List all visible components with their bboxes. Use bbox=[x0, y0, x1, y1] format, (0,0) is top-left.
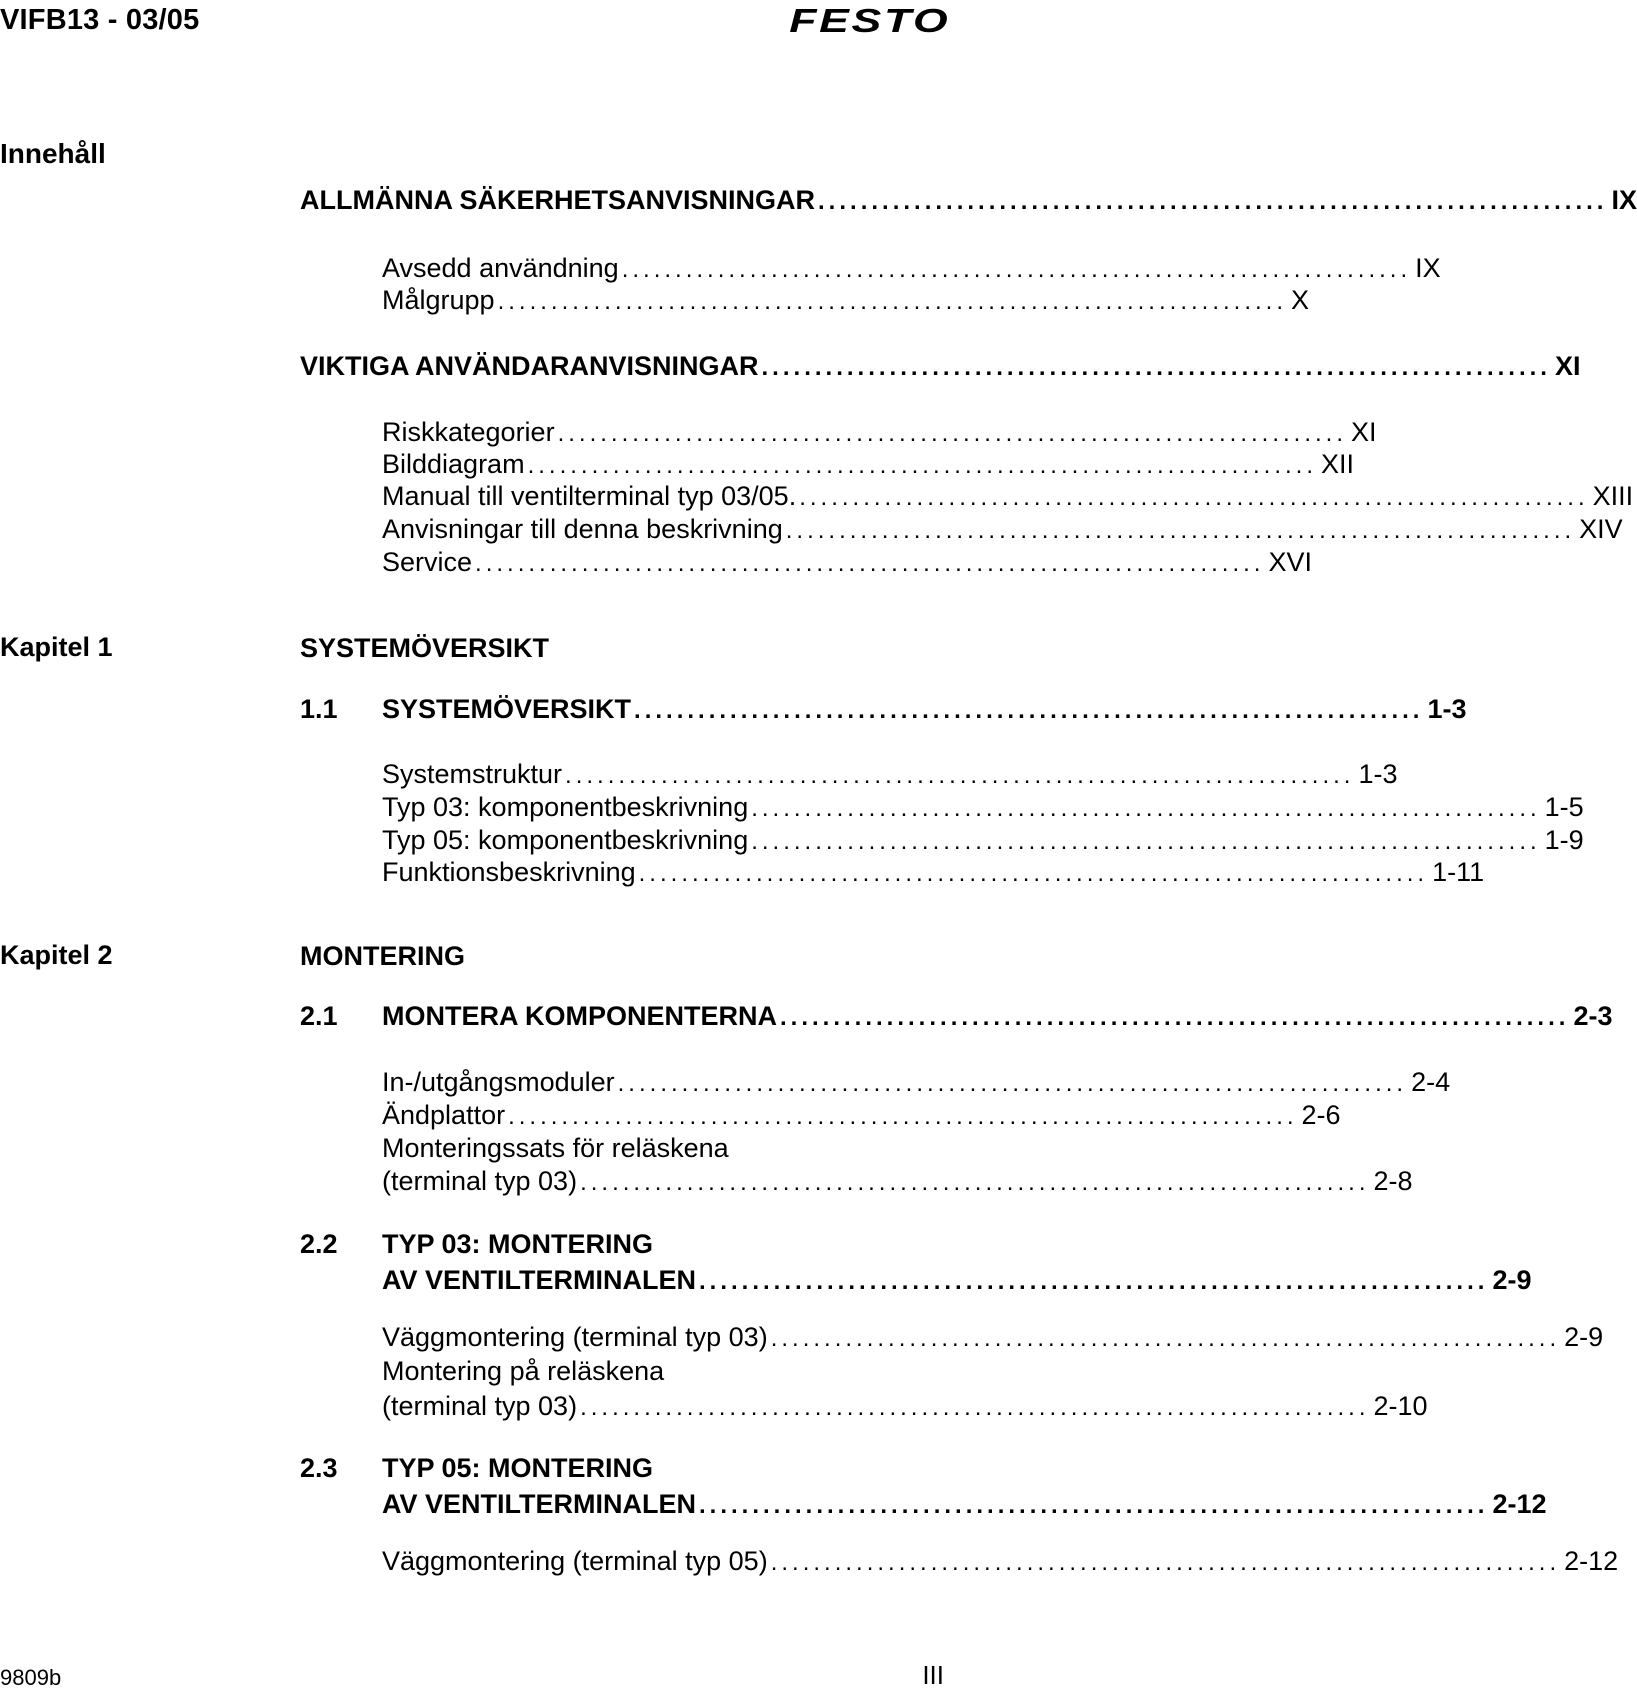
toc-entry-page: 2-12 bbox=[1492, 1489, 1547, 1519]
toc-entry-page: IX bbox=[1611, 185, 1637, 215]
toc-entry-page: 2-9 bbox=[1492, 1265, 1532, 1295]
toc-entry-title-line1: TYP 03: MONTERING bbox=[382, 1229, 654, 1259]
toc-entry-title: MONTERA KOMPONENTERNA bbox=[382, 1001, 777, 1031]
toc-entry-page: XIII bbox=[1592, 481, 1634, 511]
dot-leader: .......................................................................... bbox=[818, 188, 1608, 215]
toc-entry-page: 2-3 bbox=[1573, 1001, 1613, 1031]
toc-entry-title: Avsedd användning bbox=[382, 253, 619, 283]
contents-heading: Innehåll bbox=[0, 138, 106, 169]
toc-entry-title: Typ 03: komponentbeskrivning bbox=[382, 792, 749, 822]
dot-leader: .......................................................................... bbox=[699, 1492, 1489, 1519]
toc-entry[interactable] bbox=[382, 252, 1441, 286]
toc-entry[interactable] bbox=[382, 416, 1377, 450]
toc-entry-title: Anvisningar till denna beskrivning bbox=[382, 514, 783, 544]
toc-entry[interactable] bbox=[300, 184, 1637, 218]
toc-entry[interactable] bbox=[382, 1099, 1341, 1133]
toc-entry-page: XII bbox=[1321, 449, 1355, 479]
toc-entry-title: AV VENTILTERMINALEN bbox=[382, 1265, 696, 1295]
dot-leader: .......................................................................... bbox=[770, 1549, 1561, 1576]
toc-entry-title: (terminal typ 03) bbox=[382, 1166, 578, 1196]
dot-leader: .......................................................................... bbox=[799, 484, 1589, 511]
toc-entry-page: 2-6 bbox=[1301, 1100, 1341, 1130]
dot-leader: .......................................................................... bbox=[475, 550, 1265, 577]
toc-entry[interactable] bbox=[382, 1264, 1532, 1298]
section-number: 2.3 bbox=[300, 1453, 338, 1483]
toc-entry[interactable] bbox=[382, 1390, 1428, 1424]
dot-leader: .......................................................................... bbox=[580, 1394, 1370, 1421]
toc-entry-page: X bbox=[1291, 285, 1310, 315]
dot-leader: .......................................................................... bbox=[565, 762, 1355, 789]
toc-entry-title: Målgrupp bbox=[382, 285, 495, 315]
dot-leader: .......................................................................... bbox=[699, 1268, 1489, 1295]
toc-entry-title: Bilddiagram bbox=[382, 449, 525, 479]
toc-entry[interactable] bbox=[300, 350, 1581, 384]
toc-entry-page: 2-4 bbox=[1411, 1067, 1451, 1097]
toc-entry-title-line1: Montering på reläskena bbox=[382, 1356, 665, 1386]
toc-entry-page: 1-5 bbox=[1544, 792, 1584, 822]
document-code: 9809b bbox=[0, 1665, 62, 1690]
toc-entry[interactable] bbox=[382, 758, 1398, 792]
toc-entry[interactable] bbox=[382, 546, 1312, 580]
toc-entry[interactable] bbox=[382, 1545, 1619, 1579]
dot-leader: .......................................................................... bbox=[785, 517, 1576, 544]
dot-leader: .......................................................................... bbox=[557, 420, 1347, 447]
toc-entry-page: XI bbox=[1351, 417, 1377, 447]
dot-leader: .......................................................................... bbox=[508, 1103, 1298, 1130]
toc-entry[interactable] bbox=[382, 448, 1355, 482]
toc-entry-page: 1-3 bbox=[1358, 759, 1398, 789]
toc-entry-page: 1-3 bbox=[1427, 694, 1467, 724]
dot-leader: .......................................................................... bbox=[617, 1070, 1408, 1097]
page-number: III bbox=[922, 1660, 944, 1690]
dot-leader: .......................................................................... bbox=[780, 1004, 1570, 1031]
toc-entry[interactable] bbox=[382, 856, 1485, 890]
toc-entry[interactable] bbox=[382, 693, 1467, 727]
toc-entry-title: SYSTEMÖVERSIKT bbox=[382, 694, 632, 724]
toc-entry[interactable] bbox=[382, 513, 1623, 547]
toc-entry[interactable] bbox=[382, 1165, 1413, 1199]
toc-entry-title: ALLMÄNNA SÄKERHETSANVISNINGAR bbox=[300, 185, 816, 215]
chapter-label-2: Kapitel 2 bbox=[0, 940, 113, 970]
toc-entry-title: Manual till ventilterminal typ 03/05. bbox=[382, 481, 797, 511]
toc-entry[interactable] bbox=[382, 284, 1310, 318]
toc-entry-page: XVI bbox=[1268, 547, 1312, 577]
section-number: 1.1 bbox=[300, 694, 338, 724]
toc-entry-page: IX bbox=[1415, 253, 1441, 283]
toc-entry[interactable] bbox=[382, 1000, 1613, 1034]
dot-leader: .......................................................................... bbox=[638, 860, 1429, 887]
chapter-title-2: MONTERING bbox=[300, 941, 465, 971]
toc-entry-title: Service bbox=[382, 547, 473, 577]
toc-entry-page: 2-10 bbox=[1373, 1391, 1428, 1421]
section-number: 2.2 bbox=[300, 1229, 338, 1259]
dot-leader: .......................................................................... bbox=[761, 354, 1551, 381]
dot-leader: .......................................................................... bbox=[751, 828, 1541, 855]
chapter-title-1: SYSTEMÖVERSIKT bbox=[300, 633, 550, 663]
dot-leader: .......................................................................... bbox=[527, 452, 1318, 479]
toc-entry[interactable] bbox=[382, 1066, 1451, 1100]
chapter-label-1: Kapitel 1 bbox=[0, 632, 113, 662]
toc-entry-title: Typ 05: komponentbeskrivning bbox=[382, 825, 749, 855]
toc-entry-page: 1-11 bbox=[1432, 857, 1485, 887]
toc-entry[interactable] bbox=[382, 480, 1634, 514]
toc-entry-page: 2-12 bbox=[1564, 1546, 1619, 1576]
toc-entry[interactable] bbox=[382, 791, 1584, 825]
dot-leader: .......................................................................... bbox=[770, 1325, 1561, 1352]
dot-leader: .......................................................................... bbox=[621, 256, 1412, 283]
toc-entry-page: 2-8 bbox=[1373, 1166, 1413, 1196]
toc-entry[interactable] bbox=[382, 1321, 1604, 1355]
toc-entry-title: In-/utgångsmoduler bbox=[382, 1067, 615, 1097]
toc-entry-title: VIKTIGA ANVÄNDARANVISNINGAR bbox=[300, 351, 759, 381]
toc-entry-title: Systemstruktur bbox=[382, 759, 563, 789]
section-number: 2.1 bbox=[300, 1001, 338, 1031]
toc-entry-page: XI bbox=[1554, 351, 1581, 381]
dot-leader: .......................................................................... bbox=[751, 795, 1541, 822]
dot-leader: .......................................................................... bbox=[580, 1169, 1370, 1196]
toc-entry-page: XIV bbox=[1579, 514, 1623, 544]
toc-entry[interactable] bbox=[382, 824, 1584, 858]
toc-entry-title: AV VENTILTERMINALEN bbox=[382, 1489, 696, 1519]
toc-entry-title: (terminal typ 03) bbox=[382, 1391, 578, 1421]
dot-leader: .......................................................................... bbox=[634, 697, 1424, 724]
dot-leader: .......................................................................... bbox=[497, 288, 1287, 315]
toc-entry-title-line1: TYP 05: MONTERING bbox=[382, 1453, 654, 1483]
toc-entry-title: Funktionsbeskrivning bbox=[382, 857, 636, 887]
toc-entry-title: Riskkategorier bbox=[382, 417, 555, 447]
toc-entry-page: 1-9 bbox=[1544, 825, 1584, 855]
toc-entry-title: Väggmontering (terminal typ 05) bbox=[382, 1546, 768, 1576]
toc-entry-page: 2-9 bbox=[1564, 1322, 1604, 1352]
toc-entry-title: Väggmontering (terminal typ 03) bbox=[382, 1322, 768, 1352]
festo-logo: FESTO bbox=[788, 2, 950, 39]
toc-entry[interactable] bbox=[382, 1488, 1547, 1522]
toc-entry-title: Ändplattor bbox=[382, 1100, 506, 1130]
document-title: VIFB13 - 03/05 bbox=[0, 4, 200, 36]
toc-entry-title-line1: Monteringssats för reläskena bbox=[382, 1133, 729, 1163]
